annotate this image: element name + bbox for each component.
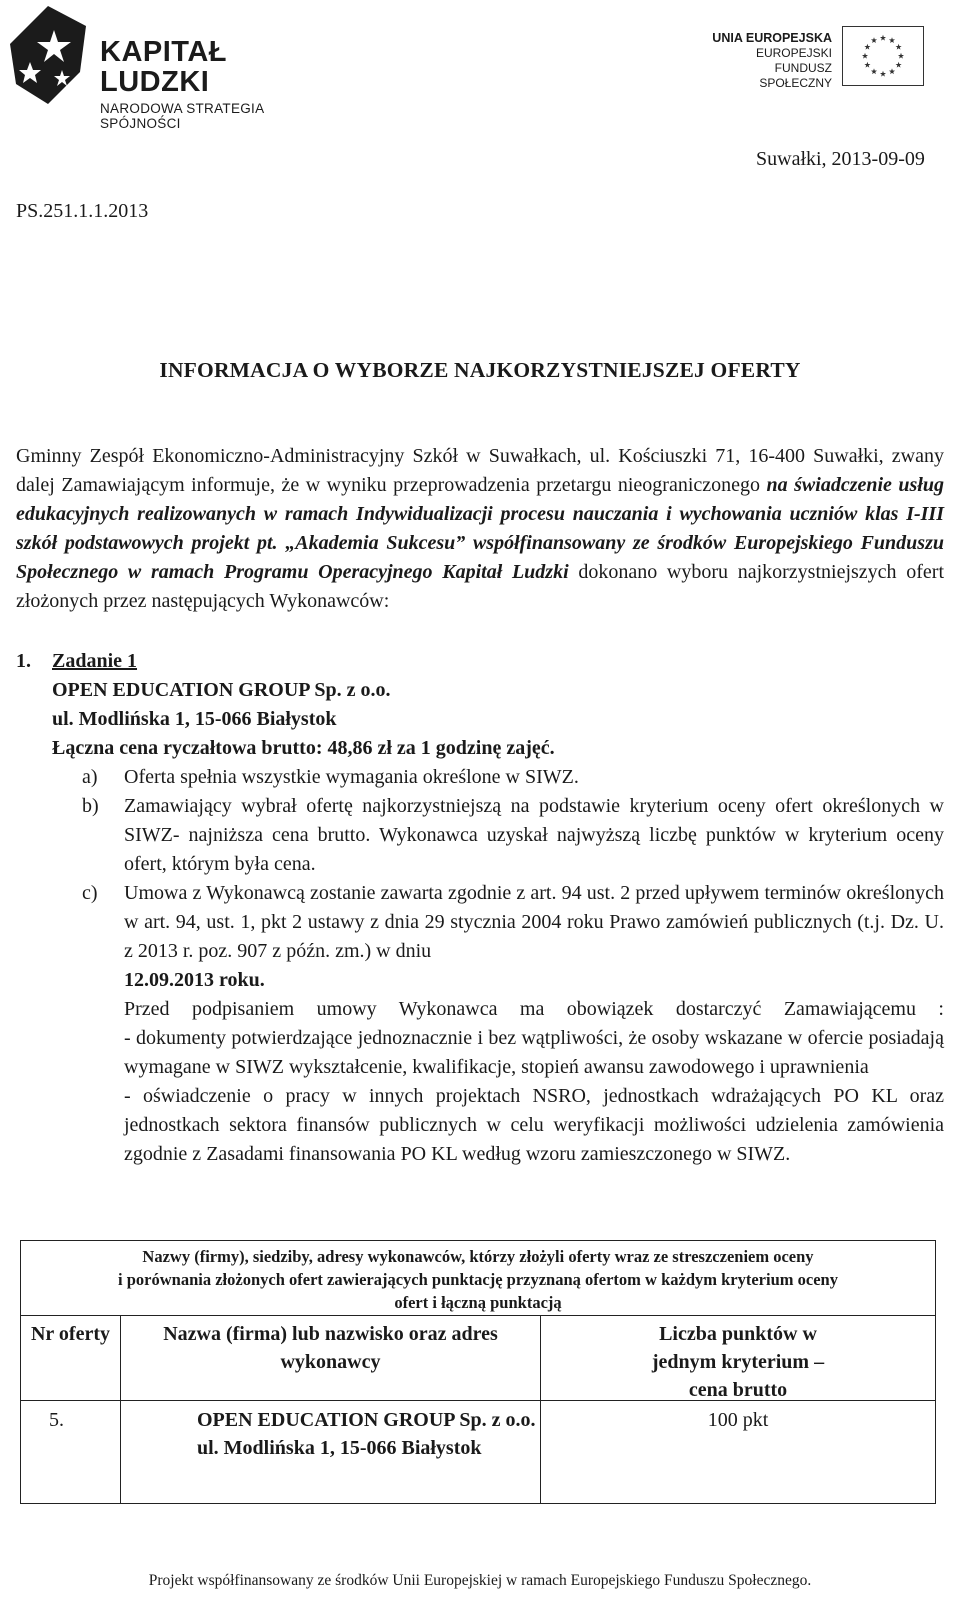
eu-star-icon <box>871 68 877 74</box>
table-header-row <box>21 1315 935 1401</box>
table-row <box>21 1400 935 1504</box>
item-label: b) <box>82 795 99 817</box>
contractor-address: ul. Modlińska 1, 15-066 Białystok <box>197 1437 482 1459</box>
eu-star-icon <box>864 62 870 68</box>
required-documents: - dokumenty potwierdzające jednoznacznie i bez wątpliwości, że osoby wskazane w ofercie posiadają wymagane w SIWZ wykształcenie, kwalifikacje, stopień awansu zawodowego i uprawnienia <box>124 1027 944 1078</box>
right-logo-line3: FUNDUSZ SPOŁECZNY <box>759 61 832 90</box>
task-section <box>16 647 944 1169</box>
task-name: Zadanie 1 <box>52 650 138 672</box>
header-points: Liczba punktów w jednym kryterium – cena brutto <box>651 1323 825 1401</box>
eu-flag-stars-icon <box>842 26 924 86</box>
caption-line: ofert i łączną punktacją <box>394 1293 562 1312</box>
task-company: OPEN EDUCATION GROUP Sp. z o.o. <box>52 679 391 701</box>
eu-star-icon <box>880 35 886 41</box>
header-offer-number: Nr oferty <box>21 1316 121 1400</box>
task-number: 1. <box>16 650 31 672</box>
kapital-ludzki-star-mark-icon <box>8 4 88 106</box>
list-item <box>16 763 944 792</box>
item-label: c) <box>82 882 98 904</box>
before-signing: Przed podpisaniem umowy Wykonawca ma obowiązek dostarczyć Zamawiającemu : <box>124 998 944 1020</box>
eu-star-icon <box>896 62 902 68</box>
eu-star-icon <box>862 53 868 59</box>
eu-star-icon <box>889 37 895 43</box>
table-caption <box>21 1241 935 1314</box>
task-address: ul. Modlińska 1, 15-066 Białystok <box>52 708 337 730</box>
contract-date: 12.09.2013 roku. <box>124 969 265 991</box>
intro-paragraph <box>16 442 944 616</box>
eu-star-icon <box>896 44 902 50</box>
item-text: Zamawiający wybrał ofertę najkorzystniejszą na podstawie kryterium oceny ofert określonych w SIWZ- najniższa cena brutto. Wykonawca uzyskał najwyższą liczbę punktów w kryterium oceny ofert, którym była cena. <box>124 795 944 875</box>
item-text: Oferta spełnia wszystkie wymagania określone w SIWZ. <box>124 766 579 788</box>
left-logo-subtitle: NARODOWA STRATEGIA SPÓJNOŚCI <box>100 101 264 131</box>
eu-star-icon <box>898 53 904 59</box>
place-date: Suwałki, 2013-09-09 <box>756 148 925 170</box>
intro-subject: na świadczenie usług edukacyjnych realizowanych w ramach Indywidualizacji procesu nauczania i wychowania uczniów klas I-III szkół podstawowych projekt pt. „Akademia Sukcesu” współfinansowany ze środków Europejskiego Funduszu Społecznego w ramach Programu Operacyjnego Kapitał Ludzki <box>16 474 944 583</box>
eu-star-icon <box>889 68 895 74</box>
page-footer: Projekt współfinansowany ze środków Unii Europejskiej w ramach Europejskiego Funduszu Społecznego. <box>148 1572 812 1589</box>
intro-part1: Gminny Zespół Ekonomiczno-Administracyjny Szkół w Suwałkach, ul. Kościuszki 71, 16-400 Suwałki, zwany dalej Zamawiającym informuje, że w wyniku przeprowadzenia przetargu nieograniczonego <box>16 445 944 496</box>
left-logo-name: KAPITAŁ LUDZKI <box>100 36 228 98</box>
eu-logo <box>706 26 946 90</box>
page-title: INFORMACJA O WYBORZE NAJKORZYSTNIEJSZEJ OFERTY <box>159 358 801 382</box>
right-logo-line1: UNIA EUROPEJSKA <box>712 31 832 45</box>
item-text: Umowa z Wykonawcą zostanie zawarta zgodnie z art. 94 ust. 2 przed upływem terminów określonych w art. 94, ust. 1, pkt 2 ustawy z dnia 29 stycznia 2004 roku Prawo zamówień publicznych (t.j. Dz. U. z 2013 r. poz. 907 z późn. zm.) w dniu <box>124 882 944 962</box>
caption-line: Nazwy (firmy), siedziby, adresy wykonawców, którzy złożyli oferty wraz ze streszczeniem oceny <box>142 1247 814 1266</box>
list-item <box>16 879 944 966</box>
caption-line: i porównania złożonych ofert zawierających punktację przyznaną ofertom w każdym kryterium oceny <box>118 1270 838 1289</box>
eu-star-icon <box>871 37 877 43</box>
eu-star-icon <box>880 71 886 77</box>
header-contractor: Nazwa (firma) lub nazwisko oraz adres wykonawcy <box>121 1316 541 1400</box>
eu-star-icon <box>864 44 870 50</box>
contractor-name: OPEN EDUCATION GROUP Sp. z o.o. <box>197 1409 536 1431</box>
right-logo-line2: EUROPEJSKI <box>755 46 832 60</box>
cell-points: 100 pkt <box>707 1409 769 1431</box>
cell-contractor <box>121 1400 541 1504</box>
kapital-ludzki-logo <box>8 4 338 131</box>
required-statement: - oświadczenie o pracy w innych projektach NSRO, jednostkach wdrażających PO KL oraz jednostkach sektora finansów publicznych w celu weryfikacji możliwości udzielenia zamówienia zgodnie z Zasadami finansowania PO KL według wzoru zamieszczonego w SIWZ. <box>124 1085 944 1165</box>
intro-part3: dokonano wyboru najkorzystniejszych ofert złożonych przez następujących Wykonawców: <box>16 561 944 612</box>
reference-number: PS.251.1.1.2013 <box>16 200 149 222</box>
cell-offer-number: 5. <box>21 1400 121 1504</box>
list-item <box>16 792 944 879</box>
item-label: a) <box>82 766 98 788</box>
offers-table <box>20 1240 936 1504</box>
task-price: Łączna cena ryczałtowa brutto: 48,86 zł za 1 godzinę zajęć. <box>52 737 555 759</box>
